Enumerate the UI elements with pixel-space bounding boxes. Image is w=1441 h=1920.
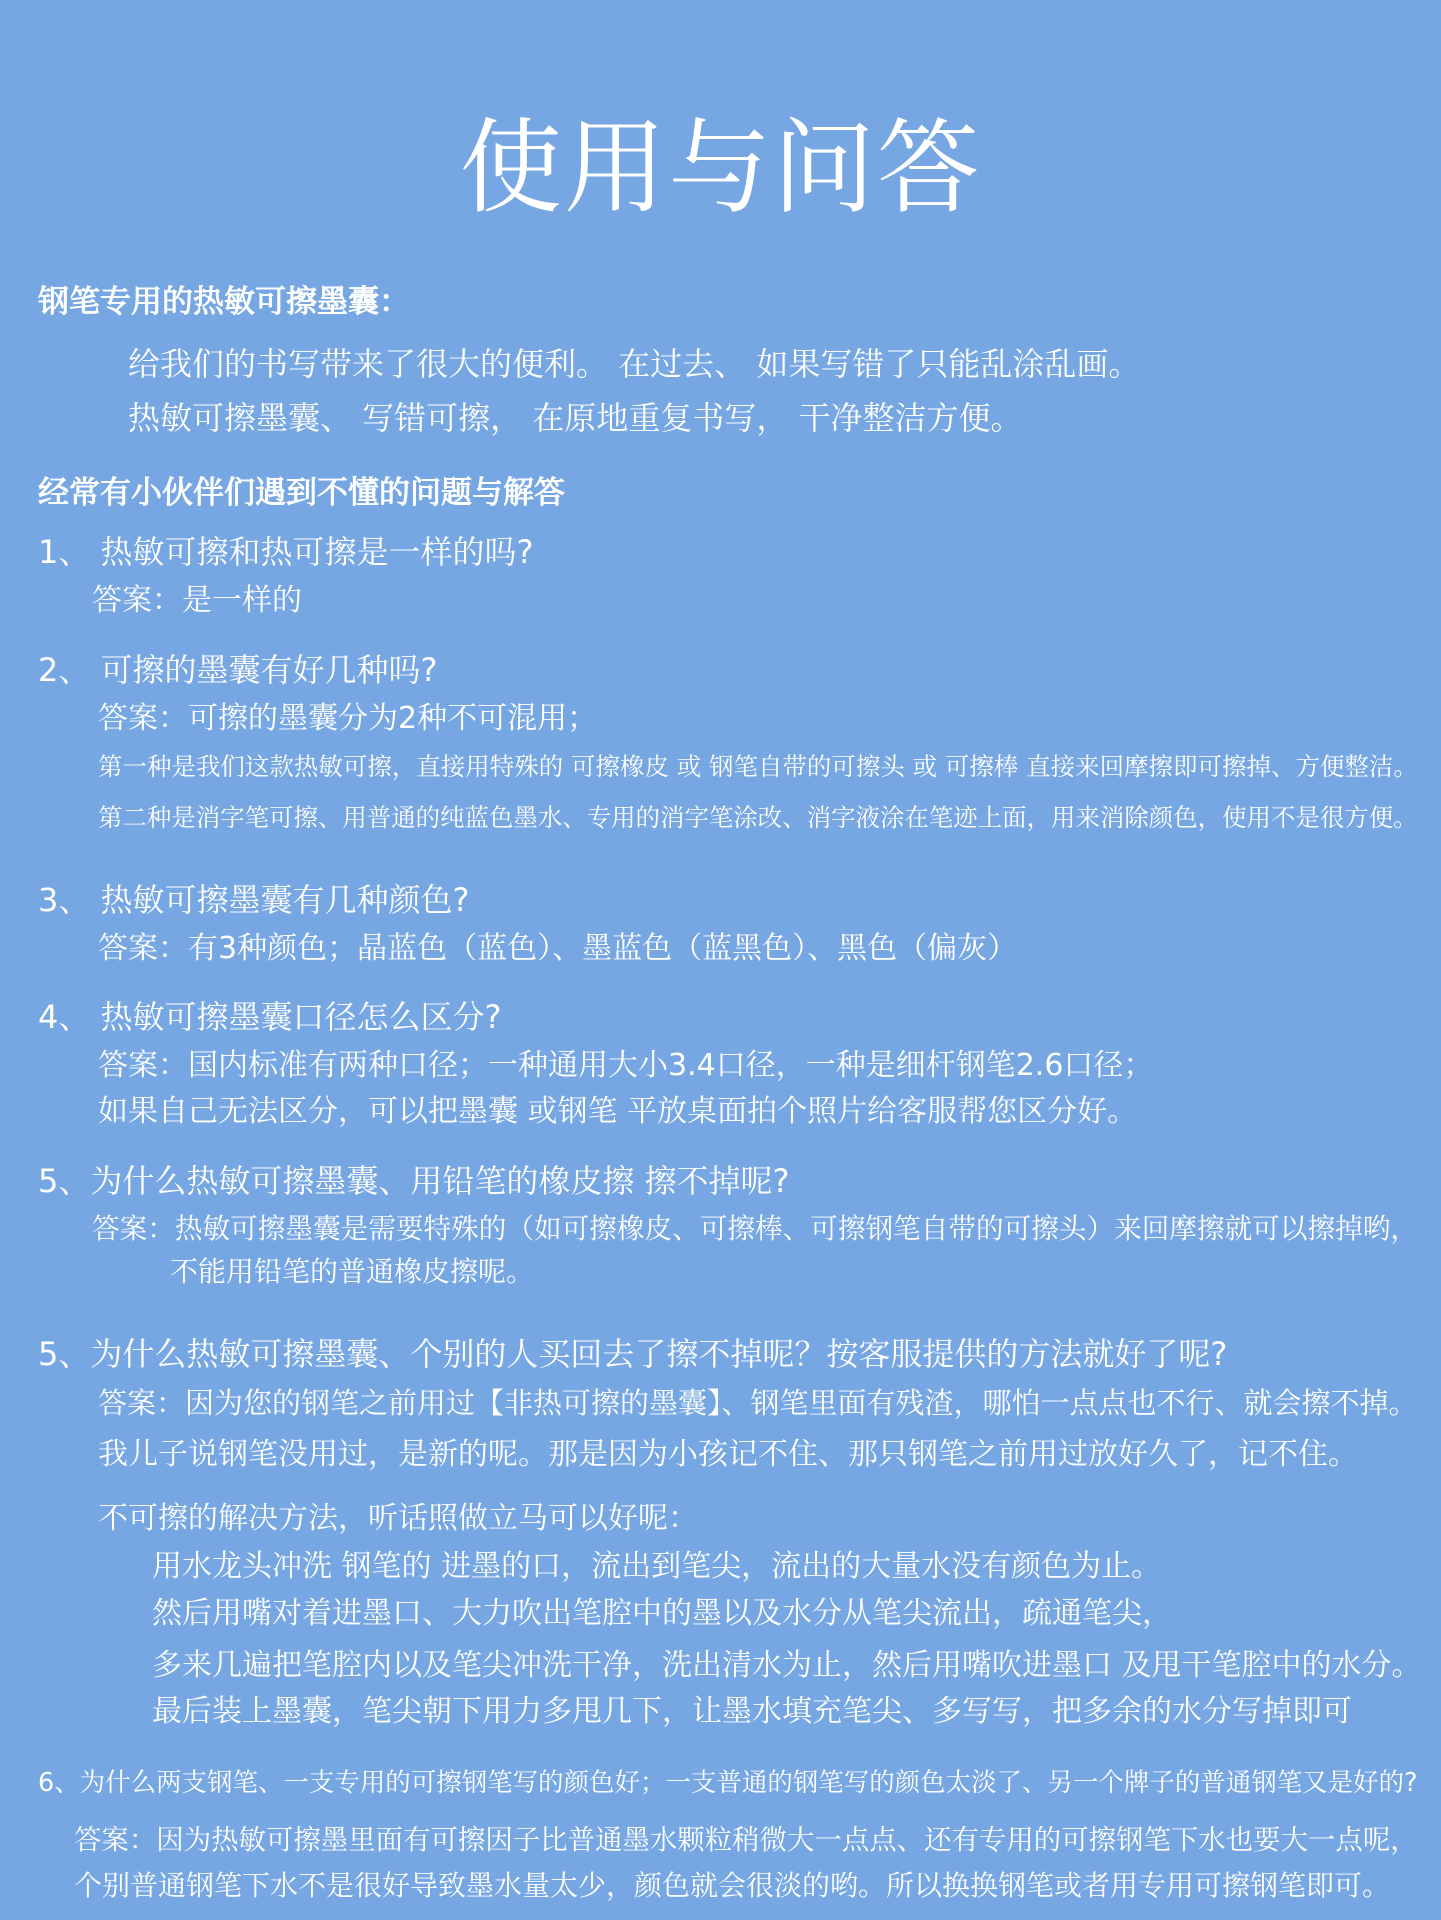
faq-heading: 经常有小伙伴们遇到不懂的问题与解答 [38, 475, 565, 511]
faq-question-5b: 5、为什么热敏可擦墨囊、个别的人买回去了擦不掉呢？按客服提供的方法就好了呢? [38, 1335, 1228, 1373]
page-title: 使用与问答 [459, 109, 982, 228]
solution-step: 用水龙头冲洗 钢笔的 进墨的口，流出到笔尖，流出的大量水没有颜色为止。 [152, 1549, 1162, 1584]
faq-question-1: 1、 热敏可擦和热可擦是一样的吗? [38, 533, 534, 571]
faq-question-4: 4、 热敏可擦墨囊口径怎么区分? [38, 998, 502, 1036]
intro-line: 热敏可擦墨囊、 写错可擦， 在原地重复书写， 干净整洁方便。 [128, 399, 1023, 437]
faq-answer-6: 个别普通钢笔下水不是很好导致墨水量太少，颜色就会很淡的哟。所以换换钢笔或者用专用可擦钢笔即可。 [74, 1869, 1391, 1902]
solution-step: 然后用嘴对着进墨口、大力吹出笔腔中的墨以及水分从笔尖流出，疏通笔尖， [152, 1596, 1172, 1631]
faq-answer-2: 第一种是我们这款热敏可擦，直接用特殊的 可擦橡皮 或 钢笔自带的可擦头 或 可擦棒 直接来回摩擦即可擦掉、方便整洁。 [98, 752, 1418, 781]
faq-answer-5b: 答案：因为您的钢笔之前用过【非热可擦的墨囊】、钢笔里面有残渣，哪怕一点点也不行、就会擦不掉。 [98, 1386, 1418, 1420]
intro-heading: 钢笔专用的热敏可擦墨囊： [38, 284, 410, 320]
faq-question-6: 6、为什么两支钢笔、一支专用的可擦钢笔写的颜色好；一支普通的钢笔写的颜色太淡了、另一个牌子的普通钢笔又是好的? [38, 1768, 1418, 1798]
faq-question-5a: 5、为什么热敏可擦墨囊、用铅笔的橡皮擦 擦不掉呢? [38, 1162, 790, 1200]
faq-answer-2: 第二种是消字笔可擦、用普通的纯蓝色墨水、专用的消字笔涂改、消字液涂在笔迹上面，用来消除颜色，使用不是很方便。 [98, 803, 1418, 832]
faq-answer-4: 答案：国内标准有两种口径；一种通用大小3.4口径，一种是细杆钢笔2.6口径； [98, 1048, 1154, 1083]
faq-answer-1: 答案：是一样的 [92, 583, 302, 618]
faq-answer-6: 答案：因为热敏可擦墨里面有可擦因子比普通墨水颗粒稍微大一点点、还有专用的可擦钢笔下水也要大一点呢， [74, 1825, 1418, 1856]
faq-answer-5a: 不能用铅笔的普通橡皮擦呢。 [170, 1255, 535, 1288]
faq-answer-3: 答案：有3种颜色；晶蓝色（蓝色）、墨蓝色（蓝黑色）、黑色（偏灰） [98, 931, 1018, 966]
faq-answer-5a: 答案：热敏可擦墨囊是需要特殊的（如可擦橡皮、可擦棒、可擦钢笔自带的可擦头）来回摩擦就可以擦掉哟， [92, 1212, 1419, 1245]
faq-question-2: 2、 可擦的墨囊有好几种吗? [38, 651, 438, 689]
solution-heading: 不可擦的解决方法，听话照做立马可以好呢： [98, 1501, 698, 1536]
faq-answer-4: 如果自己无法区分，可以把墨囊 或钢笔 平放桌面拍个照片给客服帮您区分好。 [98, 1094, 1138, 1129]
intro-line: 给我们的书写带来了很大的便利。 在过去、 如果写错了只能乱涂乱画。 [128, 345, 1141, 383]
faq-answer-2: 答案：可擦的墨囊分为2种不可混用； [98, 701, 598, 736]
faq-question-3: 3、 热敏可擦墨囊有几种颜色? [38, 881, 470, 919]
solution-step: 多来几遍把笔腔内以及笔尖冲洗干净，洗出清水为止，然后用嘴吹进墨口 及甩干笔腔中的水分。 [152, 1648, 1422, 1683]
faq-answer-5b: 我儿子说钢笔没用过，是新的呢。那是因为小孩记不住、那只钢笔之前用过放好久了，记不住。 [98, 1437, 1358, 1472]
solution-step: 最后装上墨囊，笔尖朝下用力多甩几下，让墨水填充笔尖、多写写，把多余的水分写掉即可 [152, 1694, 1352, 1729]
